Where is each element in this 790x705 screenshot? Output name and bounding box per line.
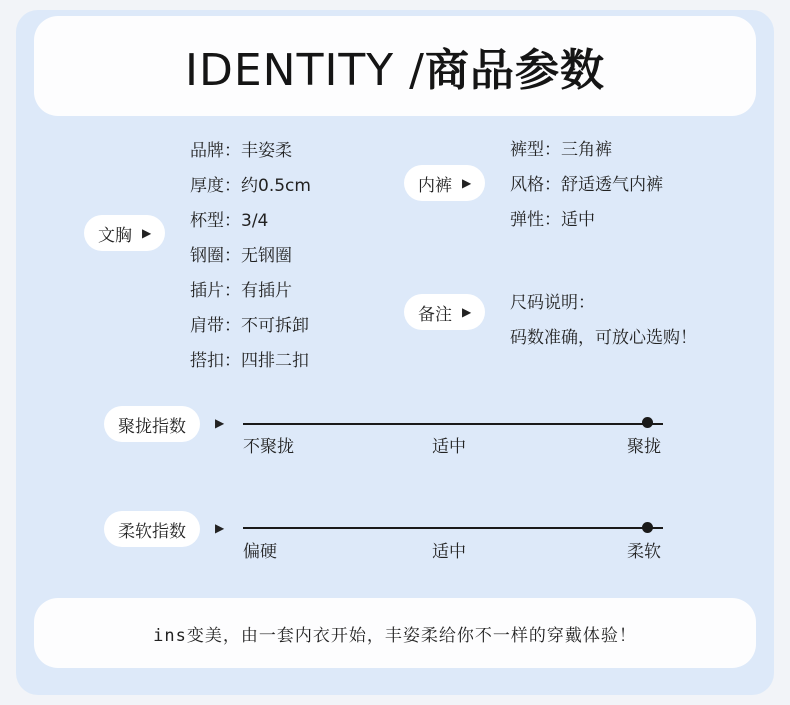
title-english: IDENTITY / [185,45,425,96]
push-up-scale-marker [642,417,653,428]
spec-style: 风格：舒适透气内裤 [510,175,663,195]
footer-banner [34,598,756,668]
triangle-right-icon: ▶ [462,305,472,319]
spec-thickness: 厚度：约0.5cm [190,176,311,196]
push-up-index-text: 聚拢指数 [118,416,186,437]
spec-strap: 肩带：不可拆卸 [190,316,309,336]
header-banner [34,16,756,116]
softness-index-text: 柔软指数 [118,521,186,542]
bra-tag-label: 文胸 [98,225,132,246]
note-tag-label: 备注 [418,304,452,325]
triangle-right-icon: ▶ [215,416,225,430]
spec-panty-type: 裤型：三角裤 [510,140,612,160]
softness-tick-mid: 适中 [432,542,466,562]
note-line-size: 尺码说明： [510,293,595,313]
push-up-scale-track [243,423,663,425]
push-up-index-label [104,406,200,442]
push-up-tick-mid: 适中 [432,437,466,457]
spec-underwire: 钢圈：无钢圈 [190,246,292,266]
panties-tag-label: 内裤 [418,175,452,196]
spec-brand: 品牌：丰姿柔 [190,141,292,161]
triangle-right-icon: ▶ [142,226,152,240]
panties-spec-list [510,133,663,238]
bra-spec-list [190,134,311,379]
spec-elasticity: 弹性：适中 [510,210,595,230]
spec-cup-type: 杯型：3/4 [190,211,269,231]
note-text [510,286,697,356]
title-chinese: 商品参数 [425,45,605,96]
note-tag [404,294,485,330]
softness-index-label [104,511,200,547]
product-parameters-card [16,10,774,695]
spec-clasp: 搭扣：四排二扣 [190,351,309,371]
triangle-right-icon: ▶ [462,176,472,190]
triangle-right-icon: ▶ [215,521,225,535]
page-title [185,34,605,98]
note-line-accurate: 码数准确，可放心选购！ [510,328,697,348]
softness-tick-low: 偏硬 [243,542,277,562]
push-up-tick-high: 聚拢 [627,437,661,457]
bra-tag [84,215,165,251]
spec-insert: 插片：有插片 [190,281,292,301]
softness-tick-high: 柔软 [627,542,661,562]
softness-scale-marker [642,522,653,533]
footer-slogan: ins变美，由一套内衣开始，丰姿柔给你不一样的穿戴体验！ [153,625,637,646]
panties-tag [404,165,485,201]
softness-scale-track [243,527,663,529]
push-up-tick-low: 不聚拢 [243,437,294,457]
